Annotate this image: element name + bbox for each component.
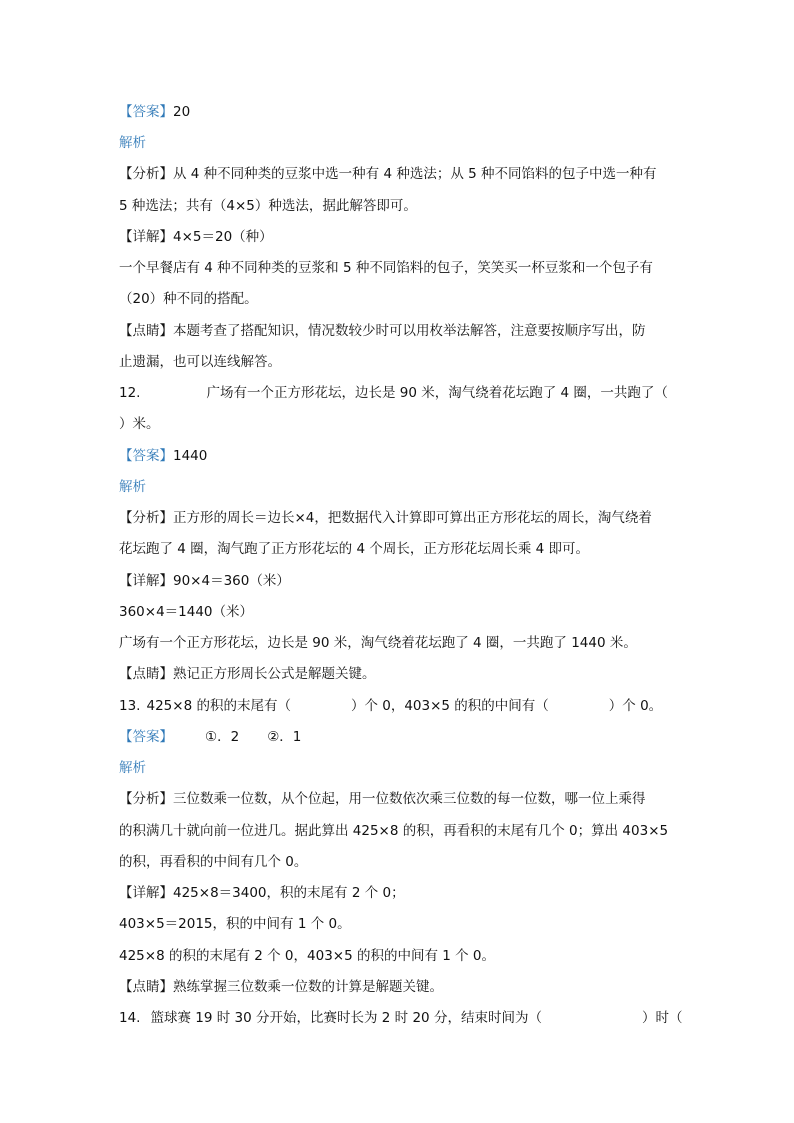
question-12-cont <box>119 414 679 434</box>
detail-line <box>119 258 679 278</box>
fenxi-text: 花坛跑了 4 圈，淘气跑了正方形花坛的 4 个周长，正方形花坛周长乘 4 即可。 <box>119 541 590 557</box>
dianjing-text: 止遗漏，也可以连线解答。 <box>119 354 281 370</box>
detail-line <box>119 571 679 591</box>
question-text: ）个 0，403×5 的积的中间有（ <box>350 698 549 714</box>
fenxi-line <box>119 196 679 216</box>
question-text: 篮球赛 19 时 30 分开始，比赛时长为 2 时 20 分，结束时间为（ <box>150 1010 542 1026</box>
dianjing-tag: 【点睛】 <box>119 979 173 995</box>
fenxi-text: 正方形的周长＝边长×4，把数据代入计算即可算出正方形花坛的周长，淘气绕着 <box>173 510 652 526</box>
detail-text: 403×5＝2015，积的中间有 1 个 0。 <box>119 916 351 932</box>
fenxi-text: 5 种选法；共有（4×5）种选法，据此解答即可。 <box>119 198 417 214</box>
dianjing-text: 熟记正方形周长公式是解题关键。 <box>173 666 376 682</box>
detail-text: 广场有一个正方形花坛，边长是 90 米，淘气绕着花坛跑了 4 圈，一共跑了 1440 米。 <box>119 635 637 651</box>
answer-tag: 【答案】 <box>119 448 173 464</box>
fenxi-line <box>119 164 679 184</box>
answer-line <box>119 446 679 466</box>
fenxi-line <box>119 508 679 528</box>
dianjing-line <box>119 664 679 684</box>
fenxi-text: 三位数乘一位数，从个位起，用一位数依次乘三位数的每一位数，哪一位上乘得 <box>173 791 646 807</box>
analysis-tag: 解析 <box>119 479 146 495</box>
detail-line <box>119 914 679 934</box>
question-text: ）米。 <box>119 416 160 432</box>
detail-line <box>119 602 679 622</box>
fenxi-line <box>119 852 679 872</box>
answer-value-1: ①．2 <box>205 729 240 745</box>
question-number: 13. <box>119 698 141 714</box>
detail-text: 90×4＝360（米） <box>173 573 290 589</box>
answer-value-2: ②．1 <box>267 729 302 745</box>
detail-line <box>119 289 679 309</box>
detail-text: 一个早餐店有 4 种不同种类的豆浆和 5 种不同馅料的包子，笑笑买一杯豆浆和一个包子有 <box>119 260 653 276</box>
fenxi-tag: 【分析】 <box>119 791 173 807</box>
analysis-heading <box>119 758 679 778</box>
dianjing-line <box>119 321 679 341</box>
analysis-heading <box>119 477 679 497</box>
dianjing-line <box>119 977 679 997</box>
dianjing-tag: 【点睛】 <box>119 323 173 339</box>
detail-tag: 【详解】 <box>119 573 173 589</box>
analysis-heading <box>119 133 679 153</box>
detail-line <box>119 633 679 653</box>
question-14 <box>119 1008 683 1028</box>
fenxi-line <box>119 821 679 841</box>
answer-line <box>119 102 679 122</box>
dianjing-text: 熟练掌握三位数乘一位数的计算是解题关键。 <box>173 979 443 995</box>
dianjing-tag: 【点睛】 <box>119 666 173 682</box>
fenxi-text: 的积，再看积的中间有几个 0。 <box>119 854 308 870</box>
analysis-tag: 解析 <box>119 760 146 776</box>
detail-tag: 【详解】 <box>119 885 173 901</box>
detail-line <box>119 883 679 903</box>
answer-value: 20 <box>173 104 191 120</box>
question-text: ）个 0。 <box>608 698 663 714</box>
question-number: 12. <box>119 385 141 401</box>
question-12 <box>119 383 679 403</box>
question-text: 广场有一个正方形花坛，边长是 90 米，淘气绕着花坛跑了 4 圈，一共跑了（ <box>206 385 668 401</box>
fenxi-text: 的积满几十就向前一位进几。据此算出 425×8 的积，再看积的末尾有几个 0；算出 403×5 <box>119 823 669 839</box>
detail-text: 425×8＝3400，积的末尾有 2 个 0； <box>173 885 405 901</box>
detail-text: 425×8 的积的末尾有 2 个 0，403×5 的积的中间有 1 个 0。 <box>119 948 496 964</box>
dianjing-line <box>119 352 679 372</box>
answer-tag: 【答案】 <box>119 104 173 120</box>
question-text: 425×8 的积的末尾有（ <box>146 698 291 714</box>
detail-line <box>119 227 679 247</box>
detail-text: 4×5＝20（种） <box>173 229 273 245</box>
answer-tag: 【答案】 <box>119 729 173 745</box>
fenxi-line <box>119 539 679 559</box>
detail-line <box>119 946 679 966</box>
detail-text: （20）种不同的搭配。 <box>119 291 258 307</box>
question-13 <box>119 696 679 716</box>
detail-text: 360×4＝1440（米） <box>119 604 254 620</box>
fenxi-text: 从 4 种不同种类的豆浆中选一种有 4 种选法；从 5 种不同馅料的包子中选一种有 <box>173 166 657 182</box>
detail-tag: 【详解】 <box>119 229 173 245</box>
dianjing-text: 本题考查了搭配知识，情况数较少时可以用枚举法解答，注意要按顺序写出，防 <box>173 323 646 339</box>
answer-line <box>119 727 679 747</box>
fenxi-tag: 【分析】 <box>119 510 173 526</box>
fenxi-tag: 【分析】 <box>119 166 173 182</box>
answer-value: 1440 <box>173 448 208 464</box>
fenxi-line <box>119 789 679 809</box>
question-number: 14. <box>119 1010 141 1026</box>
analysis-tag: 解析 <box>119 135 146 151</box>
question-text: ）时（ <box>641 1010 683 1026</box>
